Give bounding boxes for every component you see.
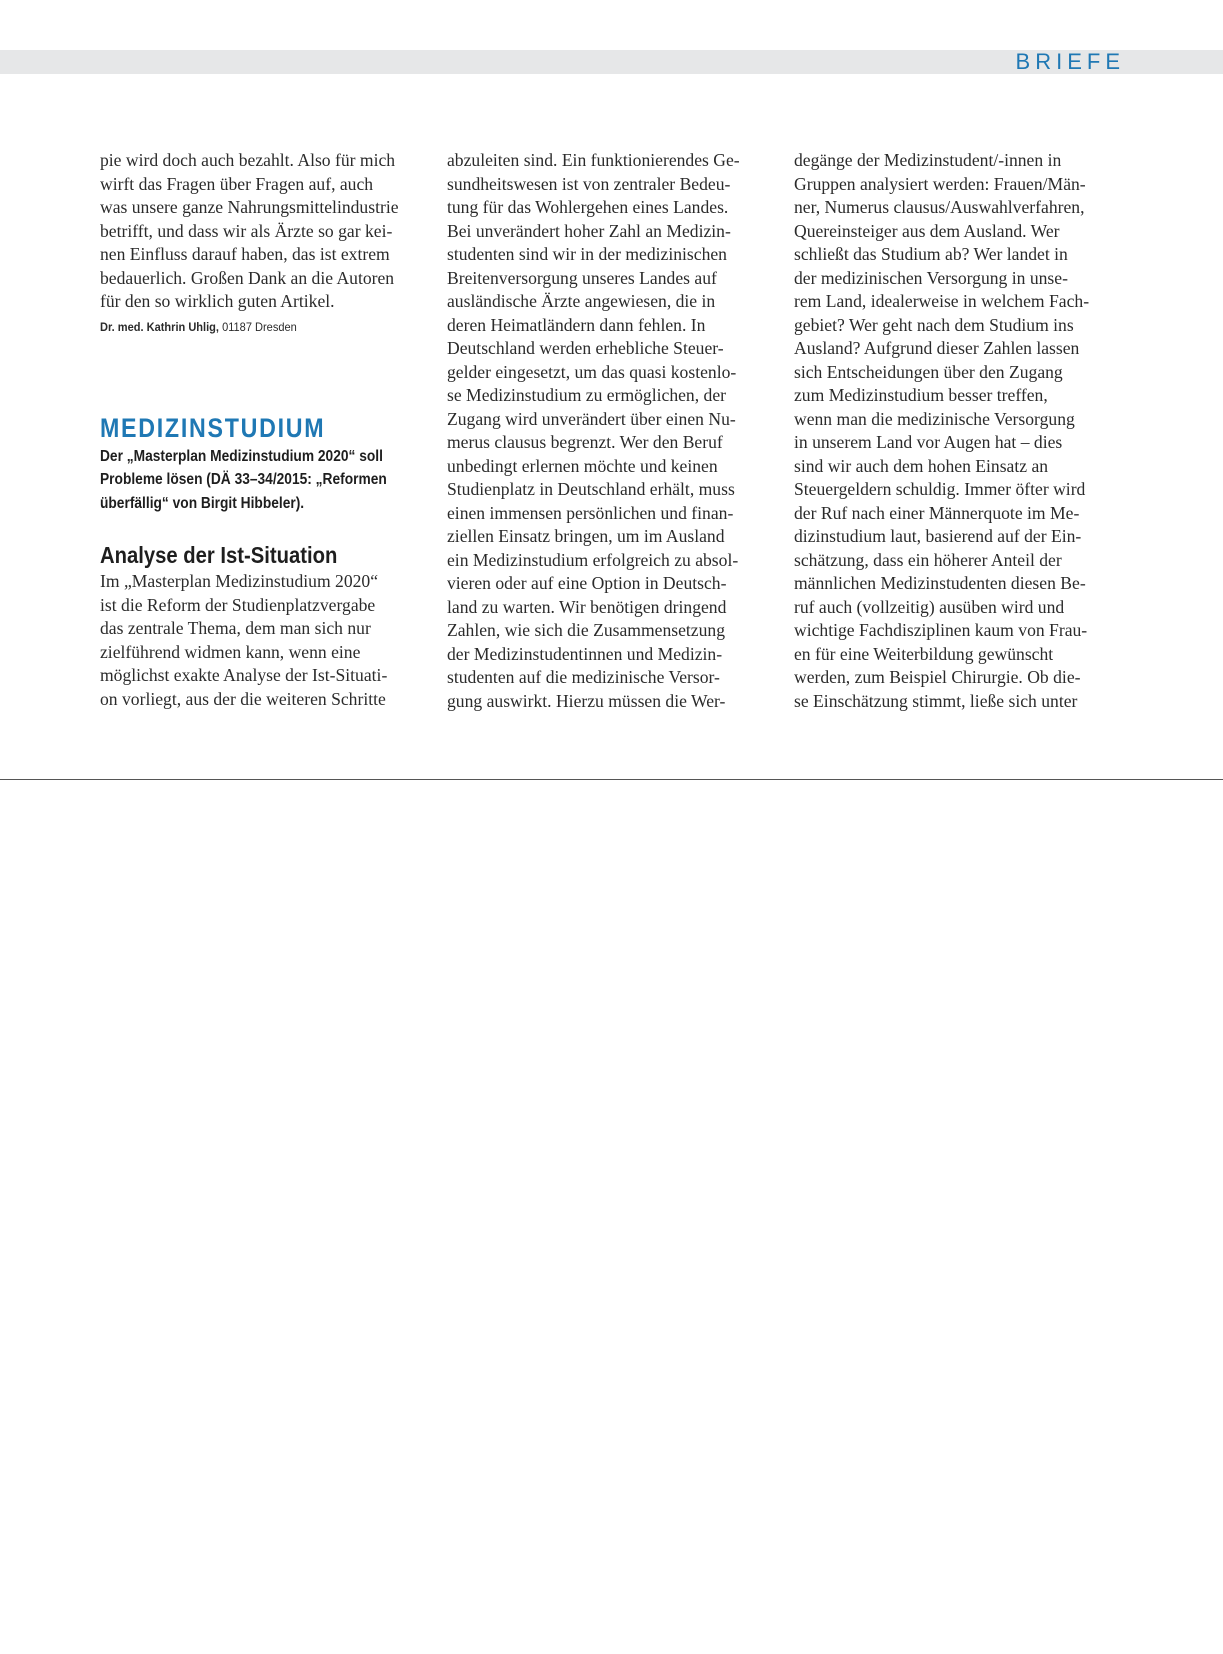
letter-ending-text: pie wird doch auch bezahlt. Also für mich wirft das Fragen über Fragen auf, auch was unsere ganze Nahrungsmittelindustrie betrifft, und dass wir als Ärzte so gar kei- nen Einfluss darauf haben, das ist extrem bedauerlich. Großen Dank an die Autoren für den so wirklich guten Artikel. [100, 150, 399, 311]
column-3 [794, 149, 1124, 713]
letter-signature [100, 319, 402, 335]
article-reference: Der „Masterplan Medizinstudium 2020“ soll Probleme lösen (DÄ 33–34/2015: „Reformen überfällig“ von Birgit Hibbeler). [100, 447, 387, 512]
signature-place: 01187 Dresden [219, 319, 297, 334]
footer-rule [0, 779, 1223, 780]
section-label: BRIEFE [1015, 49, 1125, 74]
letter-body-start: Im „Masterplan Medizinstudium 2020“ ist die Reform der Studienplatzvergabe das zentrale Thema, dem man sich nur zielführend widmen kann, wenn eine möglichst exakte Analyse der Ist-Situati- on vorliegt, aus der die weiteren Schritte [100, 571, 388, 709]
signature-name: Dr. med. Kathrin Uhlig, [100, 319, 220, 334]
column-2 [447, 149, 775, 713]
letter-body-continued: abzuleiten sind. Ein funktionierendes Ge- sundheitswesen ist von zentraler Bedeu- tung für das Wohlergehen eines Landes. Bei unverändert hoher Zahl an Medizin- studenten sind wir in der medizinischen Breitenversorgung unseres Landes auf ausländische Ärzte angewiesen, die in deren Heimatländern dann fehlen. In Deutschland werden erhebliche Steuer- gelder eingesetzt, um das quasi kostenlo- se Medizinstudium zu ermöglichen, der Zugang wird unverändert über einen Nu- merus clausus begrenzt. Wer den Beruf unbedingt erlernen möchte und keinen Studienplatz in Deutschland erhält, muss einen immensen persönlichen und finan- ziellen Einsatz bringen, um im Ausland ein Medizinstudium erfolgreich zu absol- vieren oder auf eine Option in Deutsch- land zu warten. Wir benötigen dringend Zahlen, wie sich die Zusammensetzung der Medizinstudentinnen und Medizin- studenten auf die medizinische Versor- gung auswirkt. Hierzu müssen die Wer- [447, 150, 740, 711]
section-heading: MEDIZINSTUDIUM [100, 412, 326, 443]
letter-subheading: Analyse der Ist-Situation [100, 542, 338, 568]
letter-body-continued-2: degänge der Medizinstudent/-innen in Gruppen analysiert werden: Frauen/Män- ner, Numerus clausus/Auswahlverfahren, Quereinsteiger aus dem Ausland. Wer schließt das Studium ab? Wer landet in der medizinischen Versorgung in unse- rem Land, idealerweise in welchem Fach- gebiet? Wer geht nach dem Studium ins Ausland? Aufgrund dieser Zahlen lassen sich Entscheidungen über den Zugang zum Medizinstudium besser treffen, wenn man die medizinische Versorgung in unserem Land vor Augen hat – dies sind wir auch dem hohen Einsatz an Steuergeldern schuldig. Immer öfter wird der Ruf nach einer Männerquote im Me- dizinstudium laut, basierend auf der Ein- schätzung, dass ein höherer Anteil der männlichen Medizinstudenten diesen Be- ruf auch (vollzeitig) ausüben wird und wichtige Fachdisziplinen kaum von Frau- en für eine Weiterbildung gewünscht werden, zum Beispiel Chirurgie. Ob die- se Einschätzung stimmt, ließe sich unter [794, 150, 1090, 711]
column-1 [100, 149, 428, 711]
